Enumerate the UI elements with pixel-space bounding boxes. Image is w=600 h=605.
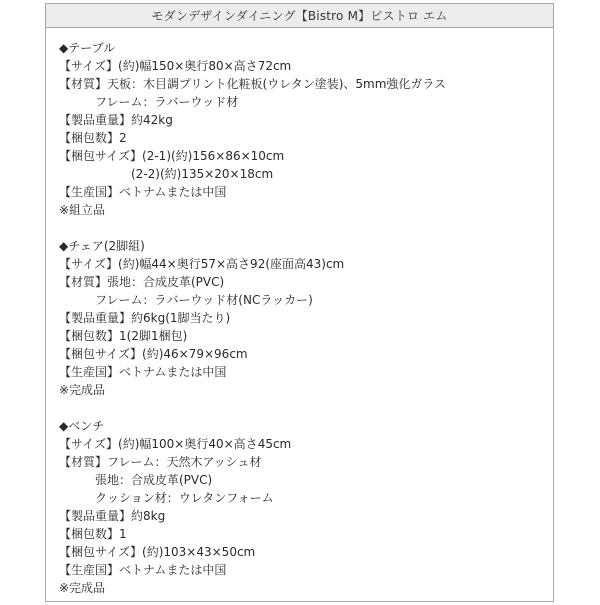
spec-line: 【梱包数】2 — [59, 131, 127, 145]
spec-section — [59, 39, 543, 219]
spec-line: 【梱包サイズ】(約)103×43×50cm — [59, 545, 256, 559]
spec-content — [59, 39, 543, 597]
spec-line: 【製品重量】約6kg(1脚当たり) — [59, 311, 231, 325]
spec-line: 【サイズ】(約)幅44×奥行57×高さ92(座面高43)cm — [59, 257, 345, 271]
spec-line: 【梱包サイズ】(2-1)(約)156×86×10cm — [59, 149, 285, 163]
section-heading: ◆チェア(2脚組) — [59, 239, 145, 253]
section-heading: ◆テーブル — [59, 41, 116, 55]
panel-title: モダンデザインダイニング【Bistro M】ビストロ エム — [46, 4, 553, 28]
spec-line: 【材質】張地：合成皮革(PVC) — [59, 275, 225, 289]
spec-section — [59, 417, 543, 597]
spec-line: 【生産国】ベトナムまたは中国 — [59, 365, 227, 379]
spec-line: 【生産国】ベトナムまたは中国 — [59, 563, 227, 577]
spec-line: フレーム：ラバーウッド材(NCラッカー) — [95, 293, 313, 307]
spec-line: 【材質】天板：木目調プリント化粧板(ウレタン塗装)、5mm強化ガラス — [59, 77, 447, 91]
spec-line: 【材質】フレーム：天然木アッシュ材 — [59, 455, 262, 469]
section-heading: ◆ベンチ — [59, 419, 105, 433]
spec-line: (2-2)(約)135×20×18cm — [131, 167, 274, 181]
spec-line: ※組立品 — [59, 203, 106, 217]
spec-line: 【梱包サイズ】(約)46×79×96cm — [59, 347, 248, 361]
spec-line: クッション材：ウレタンフォーム — [95, 491, 274, 505]
spec-line: 【サイズ】(約)幅100×奥行40×高さ45cm — [59, 437, 292, 451]
spec-line: 【生産国】ベトナムまたは中国 — [59, 185, 227, 199]
spec-section — [59, 237, 543, 399]
spec-line: 【製品重量】約42kg — [59, 113, 173, 127]
spec-line: 【梱包数】1(2脚1梱包) — [59, 329, 188, 343]
spec-line: フレーム：ラバーウッド材 — [95, 95, 239, 109]
spec-line: 【梱包数】1 — [59, 527, 127, 541]
spec-line: 【サイズ】(約)幅150×奥行80×高さ72cm — [59, 59, 292, 73]
spec-line: ※完成品 — [59, 383, 106, 397]
spec-line: 張地：合成皮革(PVC) — [95, 473, 213, 487]
spec-panel — [45, 3, 554, 602]
spec-line: ※完成品 — [59, 581, 106, 595]
spec-line: 【製品重量】約8kg — [59, 509, 166, 523]
